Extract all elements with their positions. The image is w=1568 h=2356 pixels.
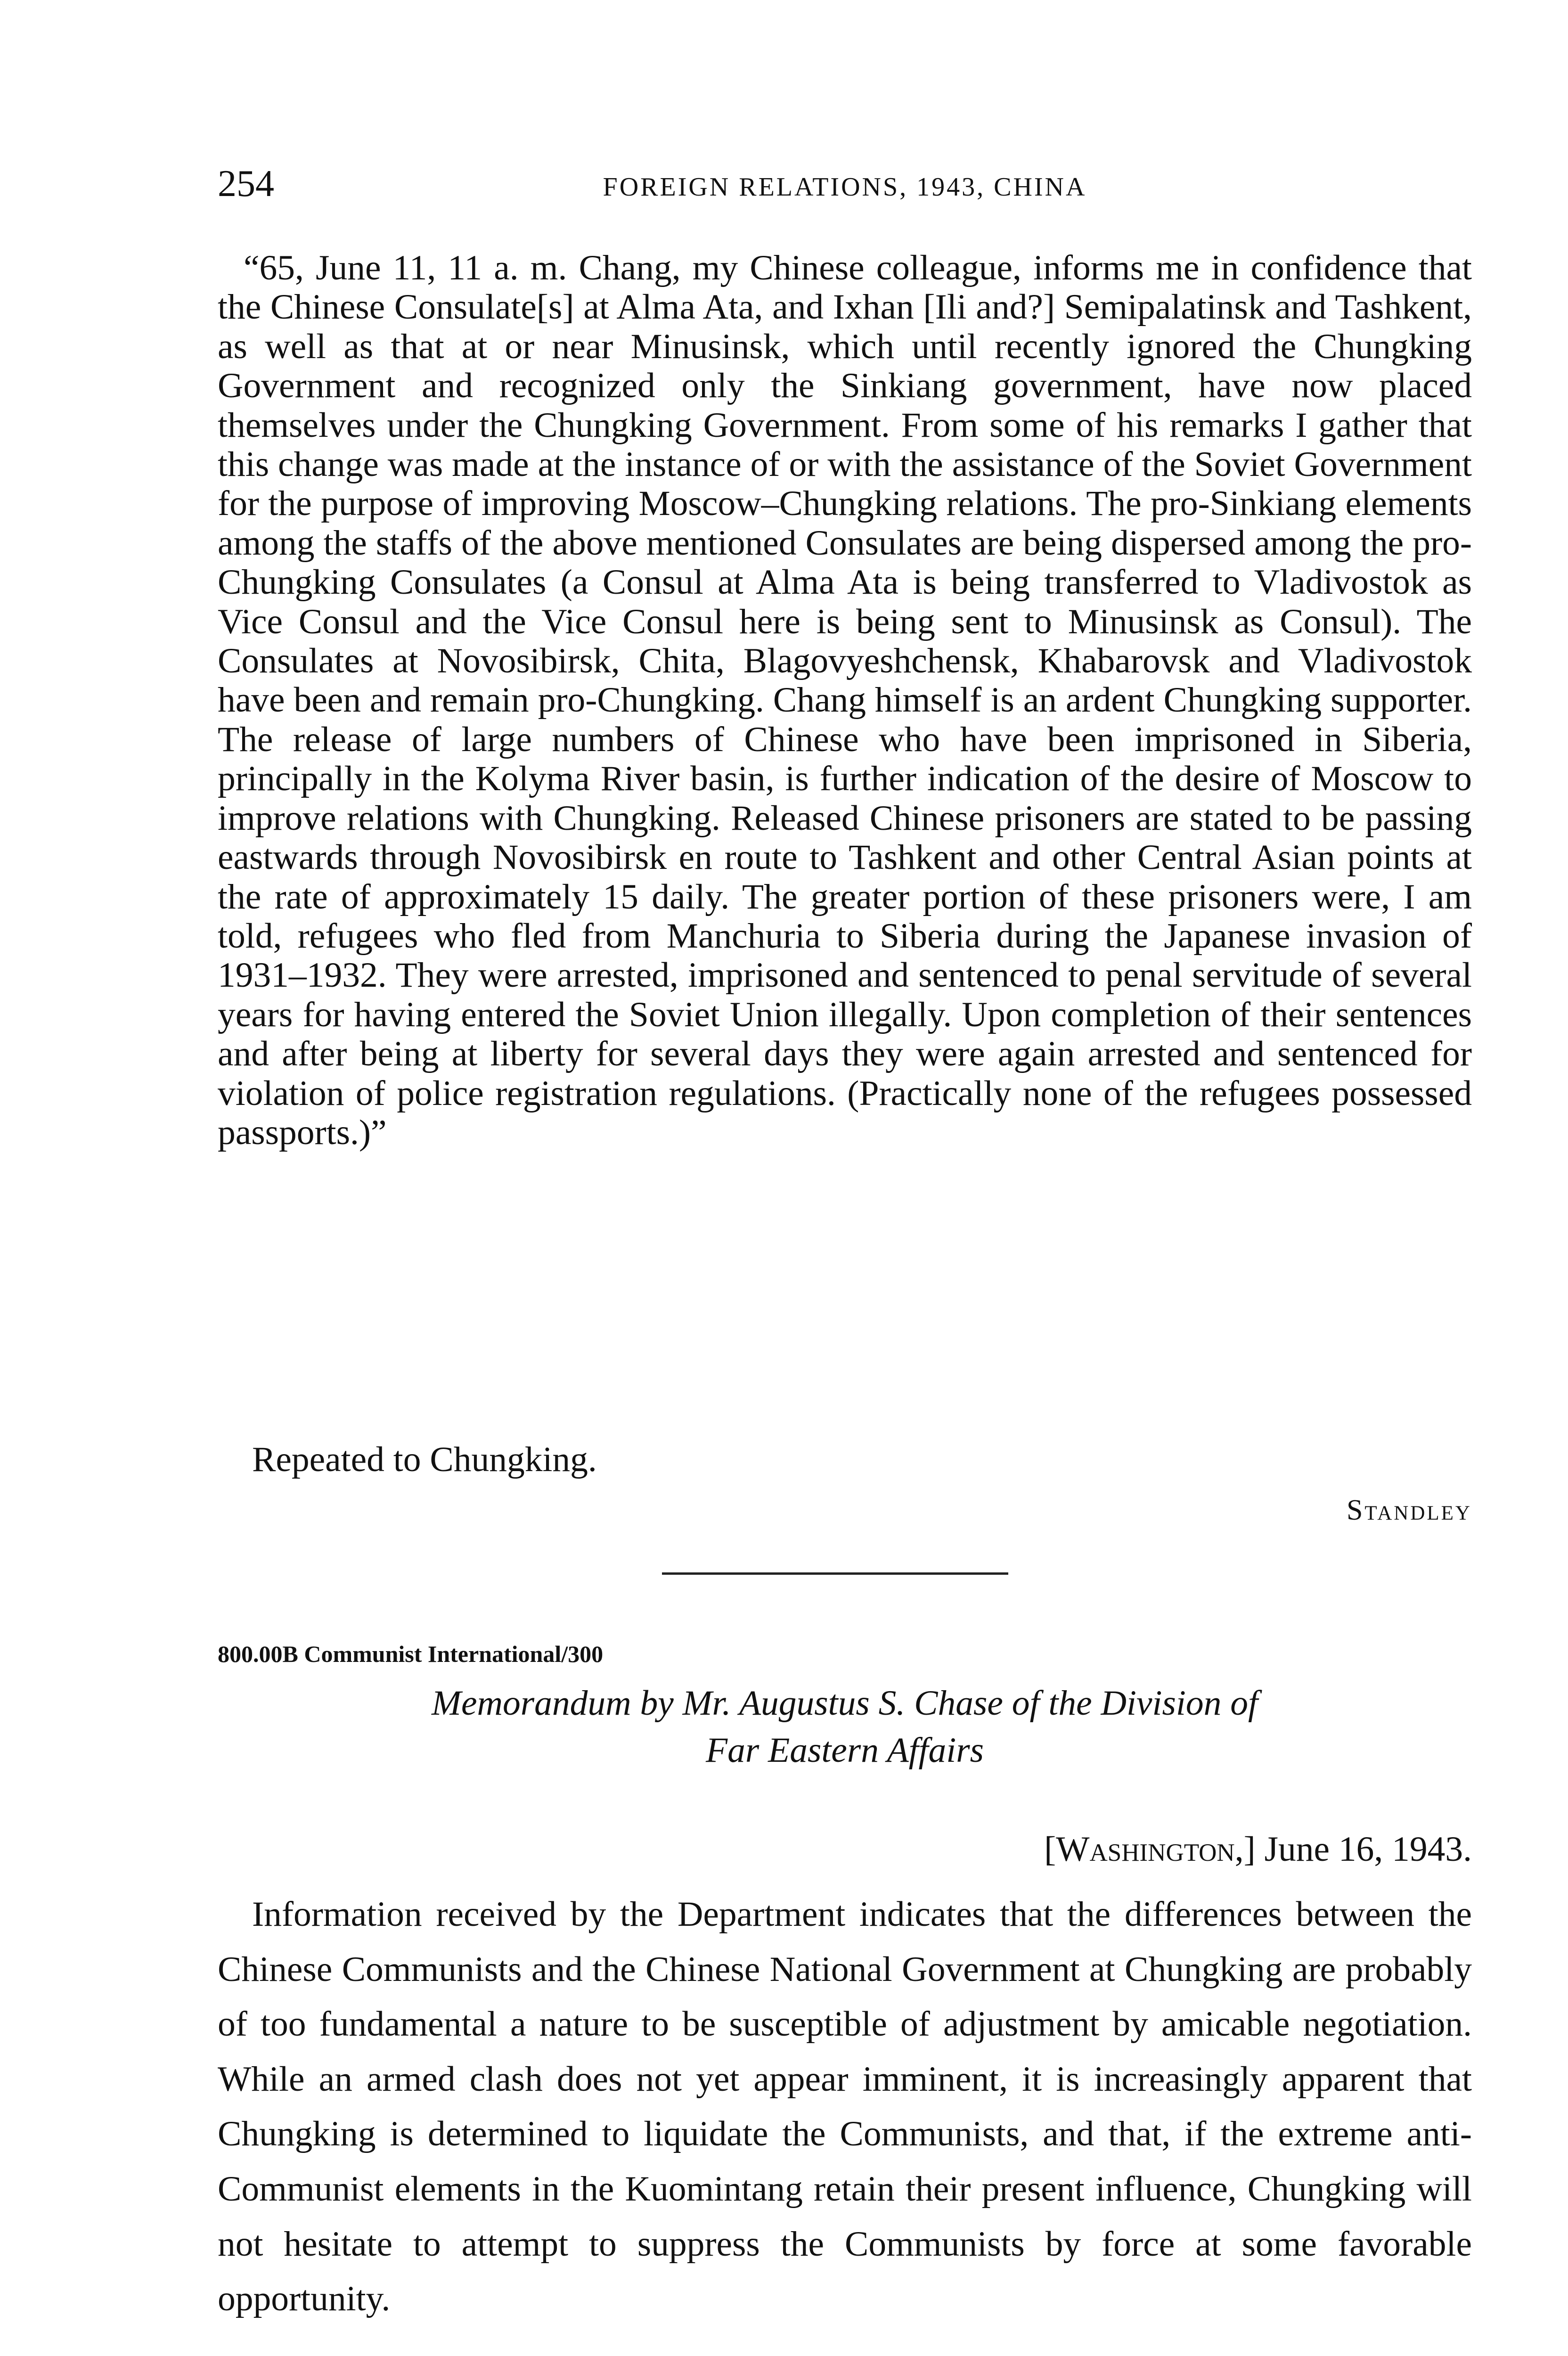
section-divider [662,1572,1008,1575]
dateline [1044,1826,1472,1873]
repeated-note: Repeated to Chungking. [252,1440,597,1479]
signature: Standley [1346,1494,1472,1526]
dateline-place: [Washington,] [1044,1830,1256,1869]
page-header [218,160,1472,212]
page-number: 254 [218,163,274,205]
memorandum-paragraph: Information received by the Department indicates that the differences between the Chinese Communists and the Chinese National Government at Chungking are probably of too fundamental a nature to be susceptible of adjustment by amicable negotiation. While an armed clash does not yet appear imminent, it is increasingly apparent that Chungking is determined to liquidate the Communists, and that, if the extreme anti-Communist elements in the Kuomintang retain their present influence, Chungking will not hesitate to attempt to suppress the Communists by force at some favorable opportunity. [218,1895,1472,2319]
file-reference: 800.00B Communist International/300 [218,1641,604,1667]
running-head: FOREIGN RELATIONS, 1943, CHINA [603,172,1087,202]
memorandum-title-line-1: Memorandum by Mr. Augustus S. Chase of the Division of [432,1684,1258,1723]
memorandum-title-line-2: Far Eastern Affairs [705,1731,984,1770]
dateline-date: June 16, 1943. [1264,1830,1472,1869]
telegram-paragraph: “65, June 11, 11 a. m. Chang, my Chinese colleague, informs me in confidence that the Chinese Consulate[s] at Alma Ata, and Ixhan [Ili and?] Semipalatinsk and Tashkent, as well as that at or near Minusinsk, which until recently ignored the Chungking Government and recognized only the Sinkiang government, have now placed themselves under the Chungking Government. From some of his remarks I gather that this change was made at the instance of or with the assistance of the Soviet Government for the purpose of improving Moscow–Chungking relations. The pro-Sinkiang elements among the staffs of the above mentioned Consulates are being dispersed among the pro-Chungking Consulates (a Consul at Alma Ata is being transferred to Vladivostok as Vice Consul and the Vice Consul here is being sent to Minusinsk as Consul). The Consulates at Novosibirsk, Chita, Blagovyeshchensk, Khabarovsk and Vladivostok have been and remain pro-Chungking. Chang himself is an ardent Chungking supporter. The release of large numbers of Chinese who have been imprisoned in Siberia, principally in the Kolyma River basin, is further indication of the desire of Moscow to improve relations with Chungking. Released Chinese prisoners are stated to be passing eastwards through Novosibirsk en route to Tashkent and other Central Asian points at the rate of approximately 15 daily. The greater portion of these prisoners were, I am told, refugees who fled from Manchuria to Siberia during the Japanese invasion of 1931–1932. They were arrested, imprisoned and sentenced to penal servitude of several years for having entered the Soviet Union illegally. Upon completion of their sentences and after being at liberty for several days they were again arrested and sentenced for violation of police registration regulations. (Practically none of the refugees possessed passports.)” [218,248,1472,1152]
memorandum-title [218,1680,1472,1774]
